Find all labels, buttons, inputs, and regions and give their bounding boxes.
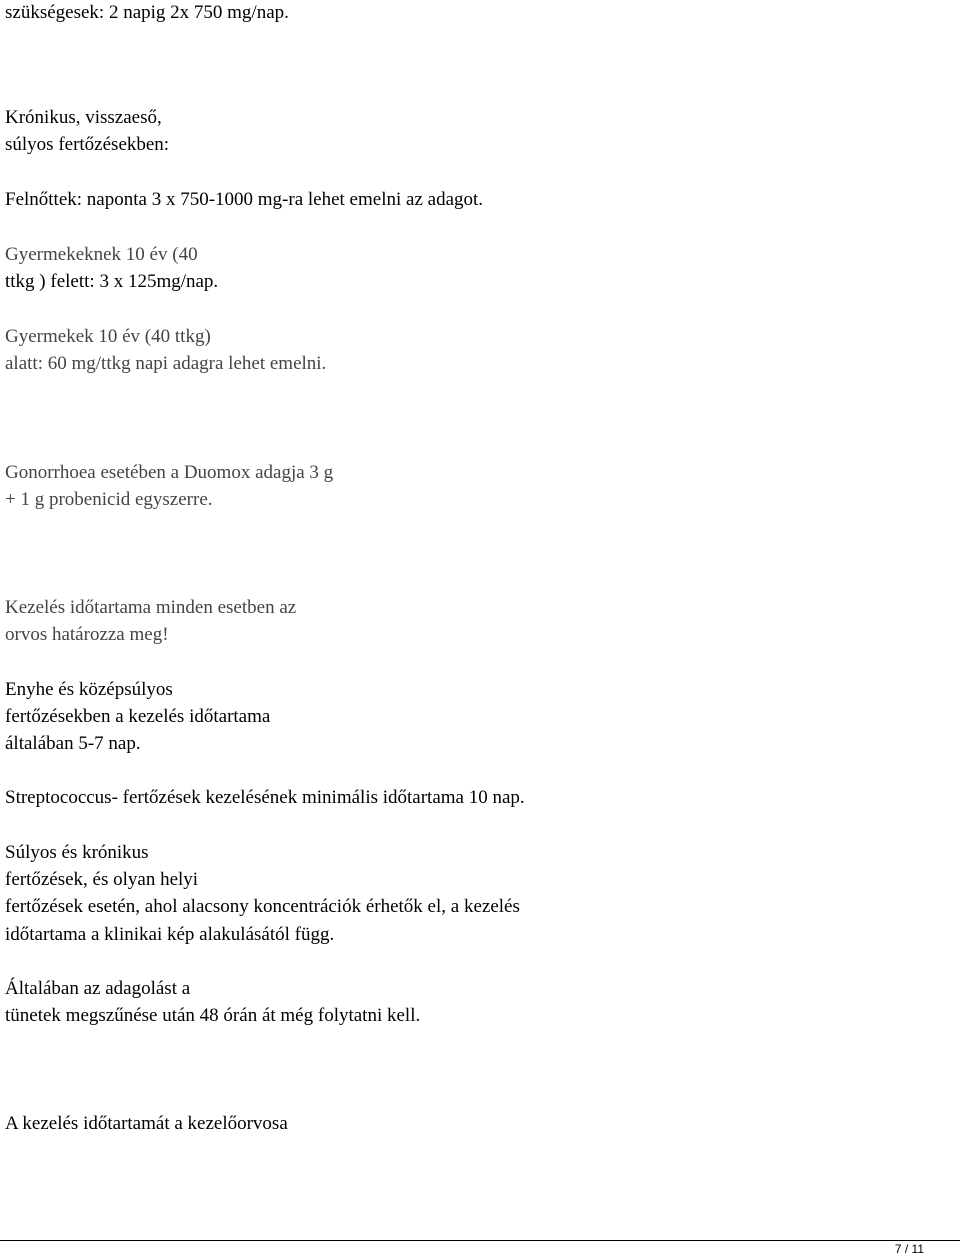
- text-line: Krónikus, visszaeső,: [5, 107, 162, 128]
- text-line: fertőzések esetén, ahol alacsony koncentrációk érhetők el, a kezelés: [5, 896, 520, 917]
- text-line: A kezelés időtartamát a kezelőorvosa: [5, 1113, 288, 1134]
- text-line: Gyermekeknek 10 év (40: [5, 244, 198, 265]
- text-line: fertőzésekben a kezelés időtartama: [5, 706, 271, 727]
- text-line: alatt: 60 mg/ttkg napi adagra lehet emelni.: [5, 353, 327, 374]
- text-line: súlyos fertőzésekben:: [5, 134, 170, 155]
- text-line: Gyermekek 10 év (40 ttkg): [5, 326, 211, 347]
- text-line: orvos határozza meg!: [5, 624, 169, 645]
- text-line: általában 5-7 nap.: [5, 733, 141, 754]
- text-line: fertőzések, és olyan helyi: [5, 869, 199, 890]
- text-line: szükségesek: 2 napig 2x 750 mg/nap.: [5, 2, 289, 23]
- page-number: 7 / 11: [894, 1242, 924, 1256]
- text-line: Általában az adagolást a: [5, 978, 191, 999]
- text-line: Kezelés időtartama minden esetben az: [5, 597, 297, 618]
- text-line: Enyhe és középsúlyos: [5, 679, 173, 700]
- text-line: Gonorrhoea esetében a Duomox adagja 3 g: [5, 462, 334, 483]
- footer-divider: [0, 1240, 960, 1241]
- text-line: Streptococcus- fertőzések kezelésének minimális időtartama 10 nap.: [5, 787, 525, 808]
- text-line: ttkg ) felett: 3 x 125mg/nap.: [5, 271, 219, 292]
- text-line: időtartama a klinikai kép alakulásától függ.: [5, 924, 335, 945]
- text-line: tünetek megszűnése után 48 órán át még folytatni kell.: [5, 1005, 421, 1026]
- text-line: + 1 g probenicid egyszerre.: [5, 489, 213, 510]
- text-line: Felnőttek: naponta 3 x 750-1000 mg-ra lehet emelni az adagot.: [5, 189, 484, 210]
- text-line: Súlyos és krónikus: [5, 842, 149, 863]
